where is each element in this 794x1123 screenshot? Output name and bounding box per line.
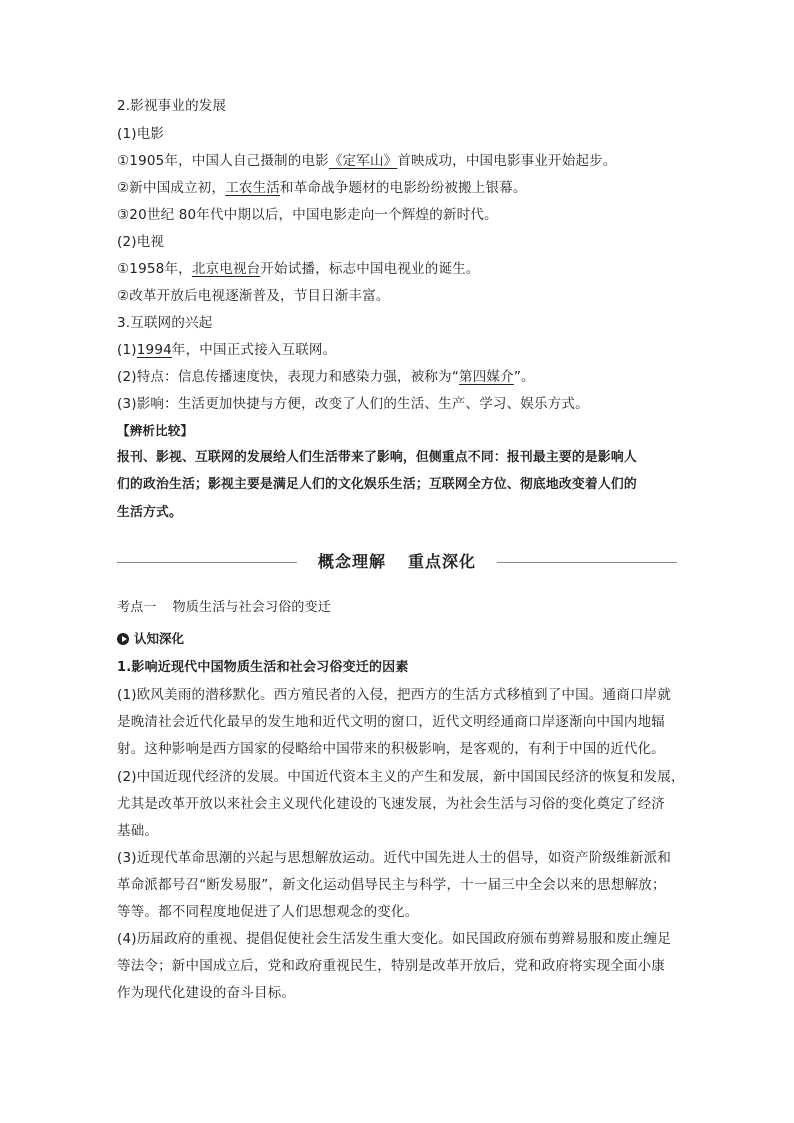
factor-2-line: 尤其是改革开放以来社会主义现代化建设的飞速发展，为社会生活与习俗的变化奠定了经济 xyxy=(117,796,665,812)
text-span: 年，中国正式接入互联网。 xyxy=(171,342,337,358)
factor-4-line: 作为现代化建设的奋斗目标。 xyxy=(117,985,296,1001)
internet-point-3: (3)影响：生活更加快捷与方便，改变了人们的生活、生产、学习、娱乐方式。 xyxy=(117,396,589,412)
section-title-internet: 3.互联网的兴起 xyxy=(117,315,213,331)
factor-4-line: 等法令；新中国成立后，党和政府重视民生，特别是改革开放后，党和政府将实现全面小康 xyxy=(117,958,665,974)
text-span: 首映成功，中国电影事业开始起步。 xyxy=(397,153,617,169)
renzhi-label: 认知深化 xyxy=(134,631,185,646)
play-circle-icon xyxy=(117,633,129,645)
underlined-term: 北京电视台 xyxy=(191,261,261,277)
kaodian-label: 考点一 xyxy=(117,600,157,615)
kaodian-title: 物质生活与社会习俗的变迁 xyxy=(172,600,332,615)
text-span: 和革命战争题材的电影纷纷被搬上银幕。 xyxy=(280,180,527,196)
divider-title-part: 重点深化 xyxy=(408,552,477,571)
text-span: (2)特点：信息传播速度快，表现力和感染力强，被称为“ xyxy=(117,369,460,385)
film-point-3: ③20世纪 80年代中期以后，中国电影走向一个辉煌的新时代。 xyxy=(117,207,498,223)
film-point-1 xyxy=(117,151,687,171)
underlined-term: 《定军山》 xyxy=(328,153,398,169)
tv-point-2: ②改革开放后电视逐渐普及，节目日渐丰富。 xyxy=(117,288,390,304)
subsection-heading-film: (1)电影 xyxy=(117,126,165,142)
section-divider xyxy=(117,552,677,572)
film-point-2 xyxy=(117,178,687,198)
factor-3-line: (3)近现代革命思潮的兴起与思想解放运动。近代中国先进人士的倡导，如资产阶级维新派和 xyxy=(117,850,672,866)
subsection-heading-tv: (2)电视 xyxy=(117,234,165,250)
internet-point-2 xyxy=(117,367,687,387)
renzhi-heading xyxy=(117,632,184,646)
factor-1-line: 射。这种影响是西方国家的侵略给中国带来的积极影响，是客观的，有利于中国的近代化。 xyxy=(117,741,665,757)
internet-point-1 xyxy=(117,340,687,360)
divider-rule-right xyxy=(497,562,677,563)
text-span: ①1905年，中国人自己摄制的电影 xyxy=(117,153,329,169)
underlined-term: 工农生活 xyxy=(225,180,281,196)
analysis-line-2: 们的政治生活；影视主要是满足人们的文化娱乐生活；互联网全方位、彻底地改变着人们的 xyxy=(117,477,637,492)
factor-2-line: (2)中国近现代经济的发展。中国近代资本主义的产生和发展，新中国国民经济的恢复和发展， xyxy=(117,769,685,785)
text-span: ②新中国成立初， xyxy=(117,180,226,196)
factor-3-line: 等等。都不同程度地促进了人们思想观念的变化。 xyxy=(117,904,419,920)
factor-3-line: 革命派都号召“断发易服”，新文化运动倡导民主与科学，十一届三中全会以来的思想解放； xyxy=(117,877,666,893)
factor-1-line: 是晚清社会近代化最早的发生地和近代文明的窗口，近代文明经通商口岸逐渐向中国内地辐 xyxy=(117,714,665,730)
factors-title: 1.影响近现代中国物质生活和社会习俗变迁的因素 xyxy=(117,660,409,675)
analysis-label: 【辨析比较】 xyxy=(117,423,194,438)
factor-4-line: (4)历届政府的重视、提倡促使社会生活发生重大变化。如民国政府颁布剪辫易服和废止缠足 xyxy=(117,931,672,947)
analysis-line-3: 生活方式。 xyxy=(117,505,182,520)
tv-point-1 xyxy=(117,259,687,279)
text-span: 开始试播，标志中国电视业的诞生。 xyxy=(260,261,480,277)
factor-2-line: 基础。 xyxy=(117,823,159,839)
text-span: ”。 xyxy=(513,369,535,385)
text-span: ①1958年， xyxy=(117,261,192,277)
divider-title-part: 概念理解 xyxy=(317,552,386,571)
analysis-line-1: 报刊、影视、互联网的发展给人们生活带来了影响，但侧重点不同：报刊最主要的是影响人 xyxy=(117,450,637,465)
section-title-film-tv: 2.影视事业的发展 xyxy=(117,98,227,114)
underlined-term: 1994 xyxy=(136,342,172,358)
underlined-term: 第四媒介 xyxy=(459,369,514,385)
text-span: (1) xyxy=(117,342,137,358)
factor-1-line: (1)欧风美雨的潜移默化。西方殖民者的入侵，把西方的生活方式移植到了中国。通商口岸就 xyxy=(117,687,672,703)
kaodian-heading xyxy=(117,598,687,618)
